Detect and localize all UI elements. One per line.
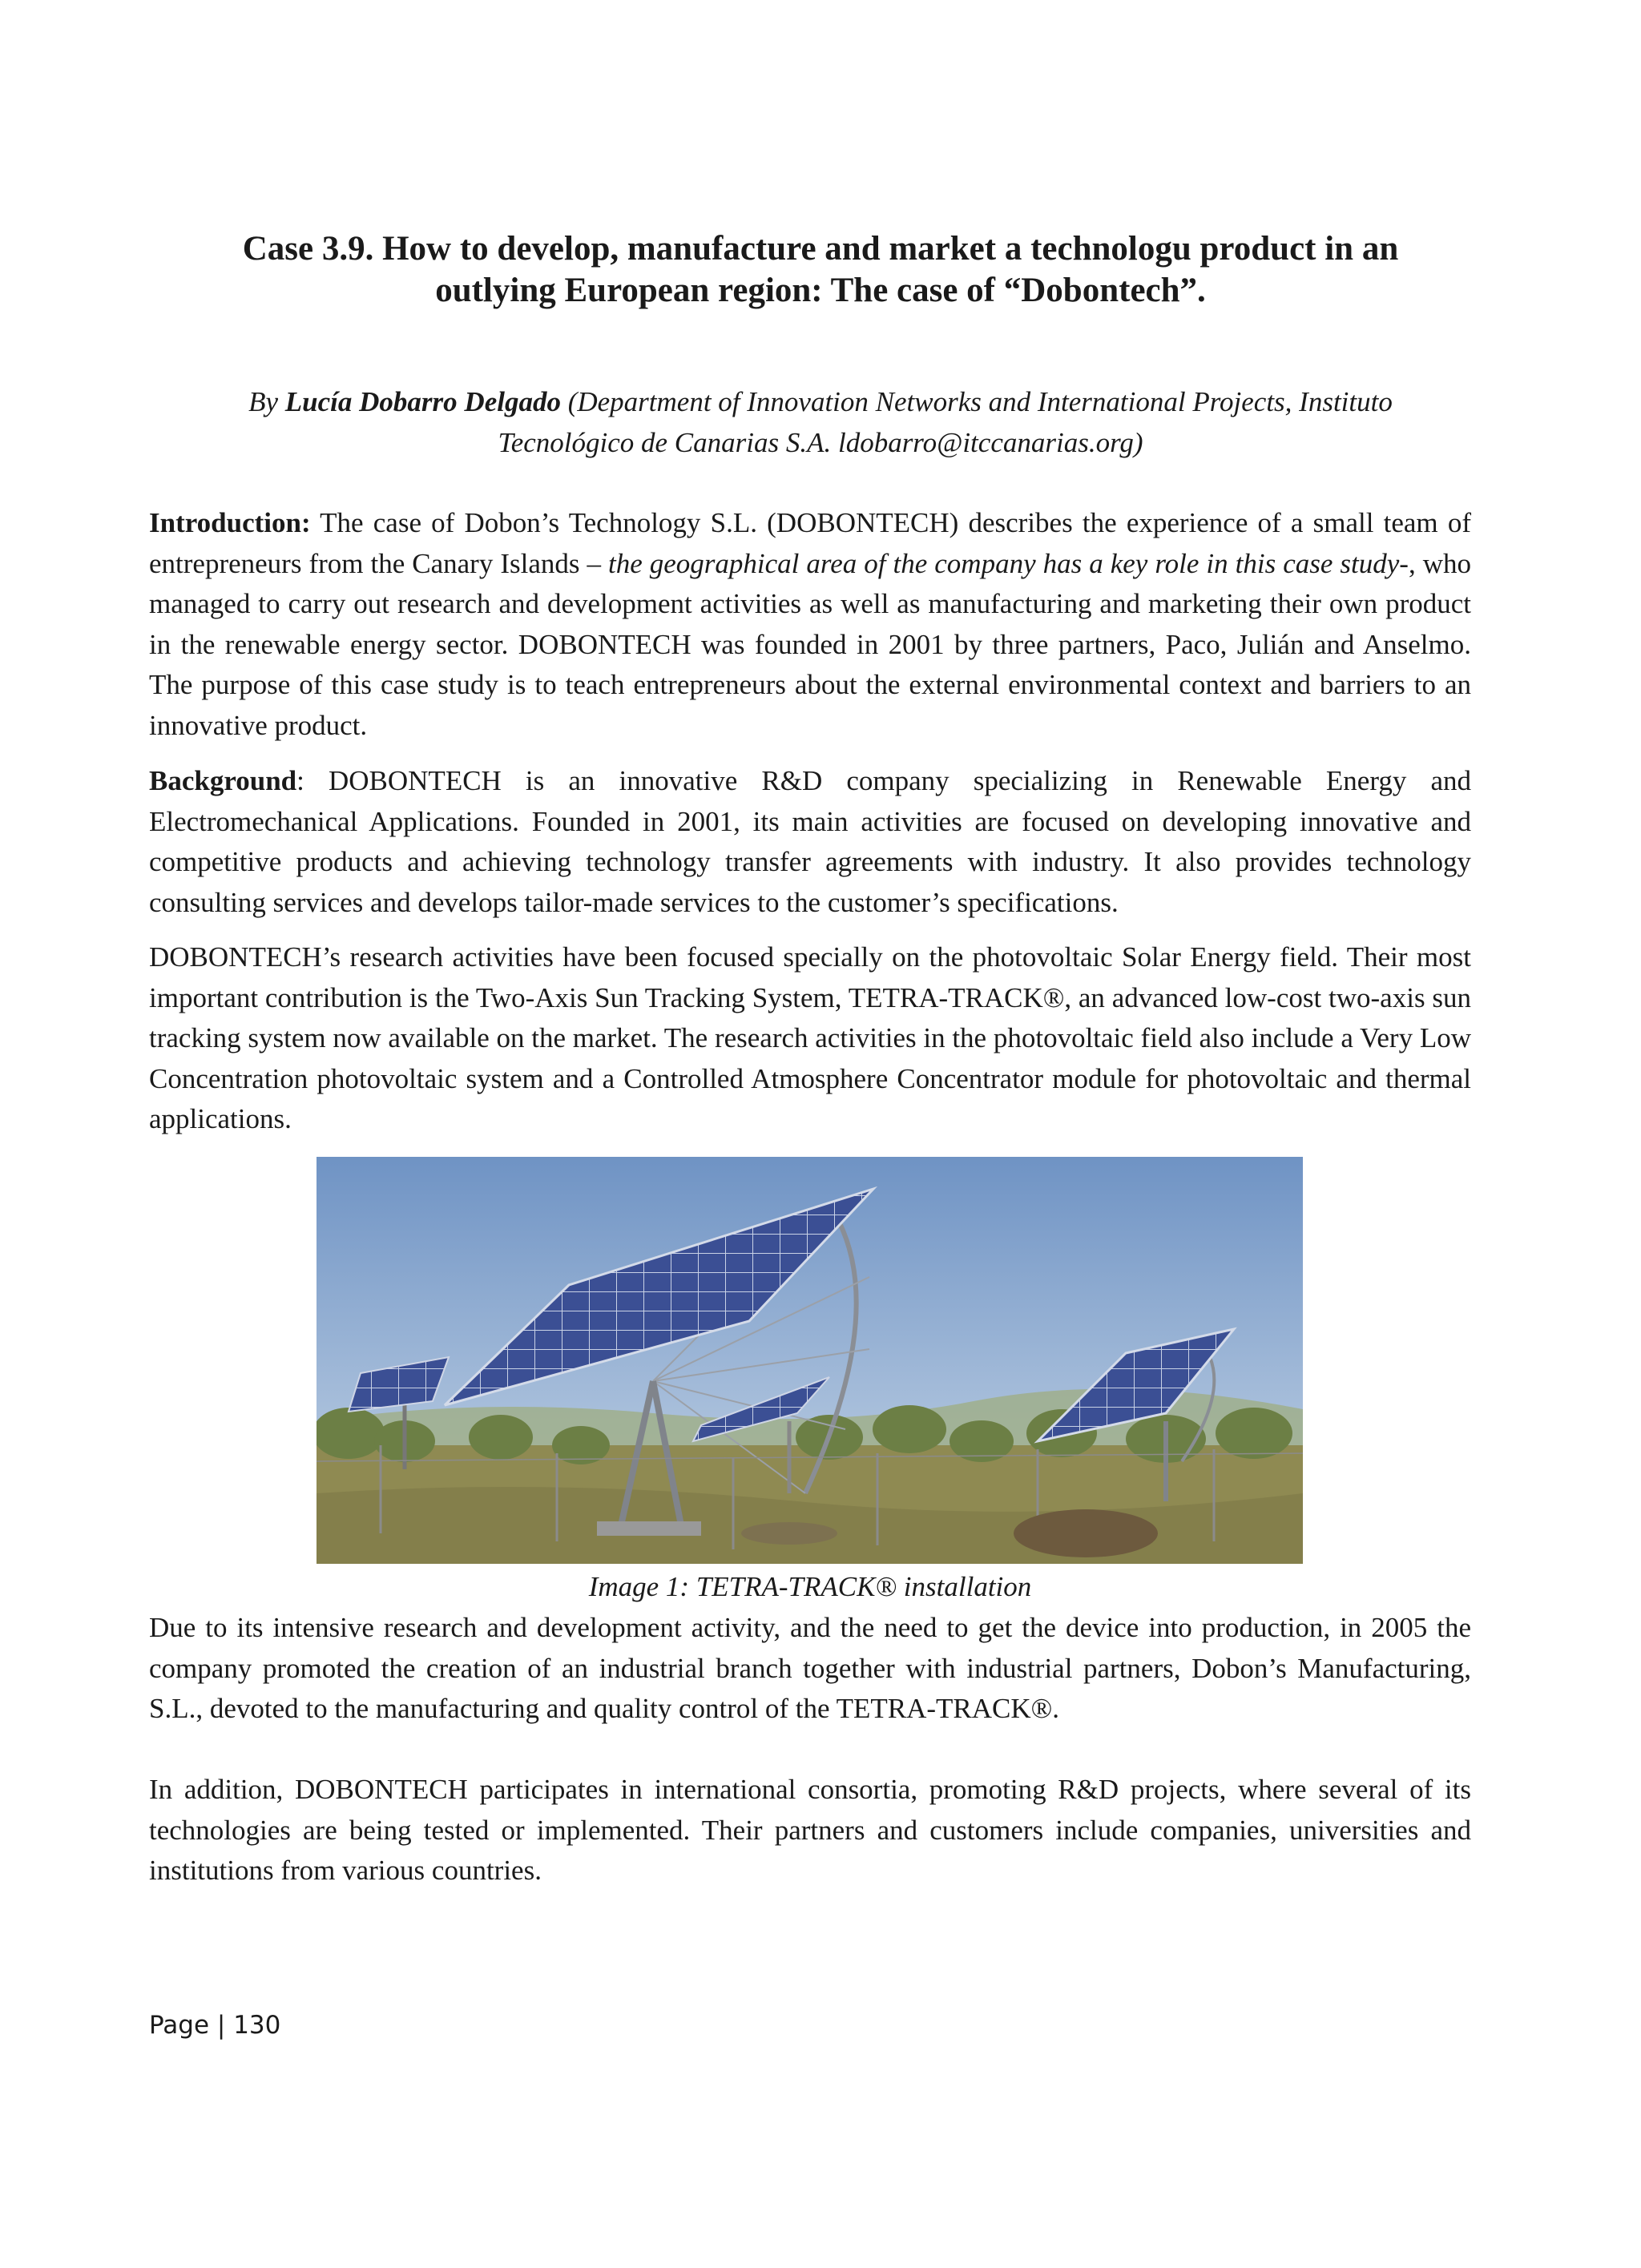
research-paragraph: DOBONTECH’s research activities have been focused specially on the photovoltaic Solar Energy field. Their most important contribution is the Two-Axis Sun Tracking System, TETRA-TRACK®, an advanced low-cost two-axis sun tracking system now available on the market. The research activities in the photovoltaic field also include a Very Low Concentration photovoltaic system and a Controlled Atmosphere Concentrator module for photovoltaic and thermal applications. [149, 941, 1471, 1134]
introduction-italic: the geographical area of the company has a key role in this case study- [608, 547, 1409, 579]
tetra-track-illustration [317, 1157, 1303, 1564]
author-name: Lucía Dobarro Delgado [284, 386, 561, 417]
brush-pile [1014, 1509, 1158, 1557]
introduction-label: Introduction: [149, 507, 311, 538]
byline [149, 381, 1492, 463]
background-label: Background [149, 765, 297, 796]
page-number: Page | 130 [149, 2011, 281, 2040]
branch-paragraph: Due to its intensive research and development activity, and the need to get the device into production, in 2005 the company promoted the creation of an industrial branch together with industrial partners, Dobon’s Manufacturing, S.L., devoted to the manufacturing and quality control of the TETRA-TRACK®. [149, 1612, 1471, 1724]
introduction-text-2: , who managed to carry out research and development activities as well as manufacturing and marketing their own product in the renewable energy sector. DOBONTECH was founded in 2001 by three partners, Paco, Julián and Anselmo. The purpose of this case study is to teach entrepreneurs about the external environmental context and barriers to an innovative product. [149, 547, 1471, 741]
introduction-text-1: The case of Dobon’s Technology S.L. (DOBONTECH) describes the experience of a small team of entrepreneurs from the Canary Islands – [149, 507, 1471, 579]
introduction-paragraph [149, 503, 1471, 746]
consortia-paragraph: In addition, DOBONTECH participates in international consortia, promoting R&D projects, where several of its technologies are being tested or implemented. Their partners and customers include companies, universities and institutions from various countries. [149, 1774, 1471, 1886]
background-paragraph [149, 761, 1471, 923]
case-title-line2: outlying European region: The case of “Dobontech”. [435, 272, 1206, 309]
tetra-track-photo [317, 1157, 1303, 1564]
case-title-line1: Case 3.9. How to develop, manufacture and market a technologu product in an [242, 230, 1399, 268]
affiliation-line1: (Department of Innovation Networks and International Projects, Instituto [560, 386, 1393, 417]
case-title [149, 228, 1492, 312]
byline-prefix: By [248, 386, 285, 417]
background-text: : DOBONTECH is an innovative R&D company specializing in Renewable Energy and Electromechanical Applications. Founded in 2001, its main activities are focused on developing innovative and competitive products and achieving technology transfer agreements with industry. It also provides technology consulting services and develops tailor-made services to the customer’s specifications. [149, 765, 1471, 918]
affiliation-line2: Tecnológico de Canarias S.A. ldobarro@itccanarias.org) [498, 427, 1143, 458]
figure-caption: Image 1: TETRA-TRACK® installation [588, 1571, 1032, 1602]
